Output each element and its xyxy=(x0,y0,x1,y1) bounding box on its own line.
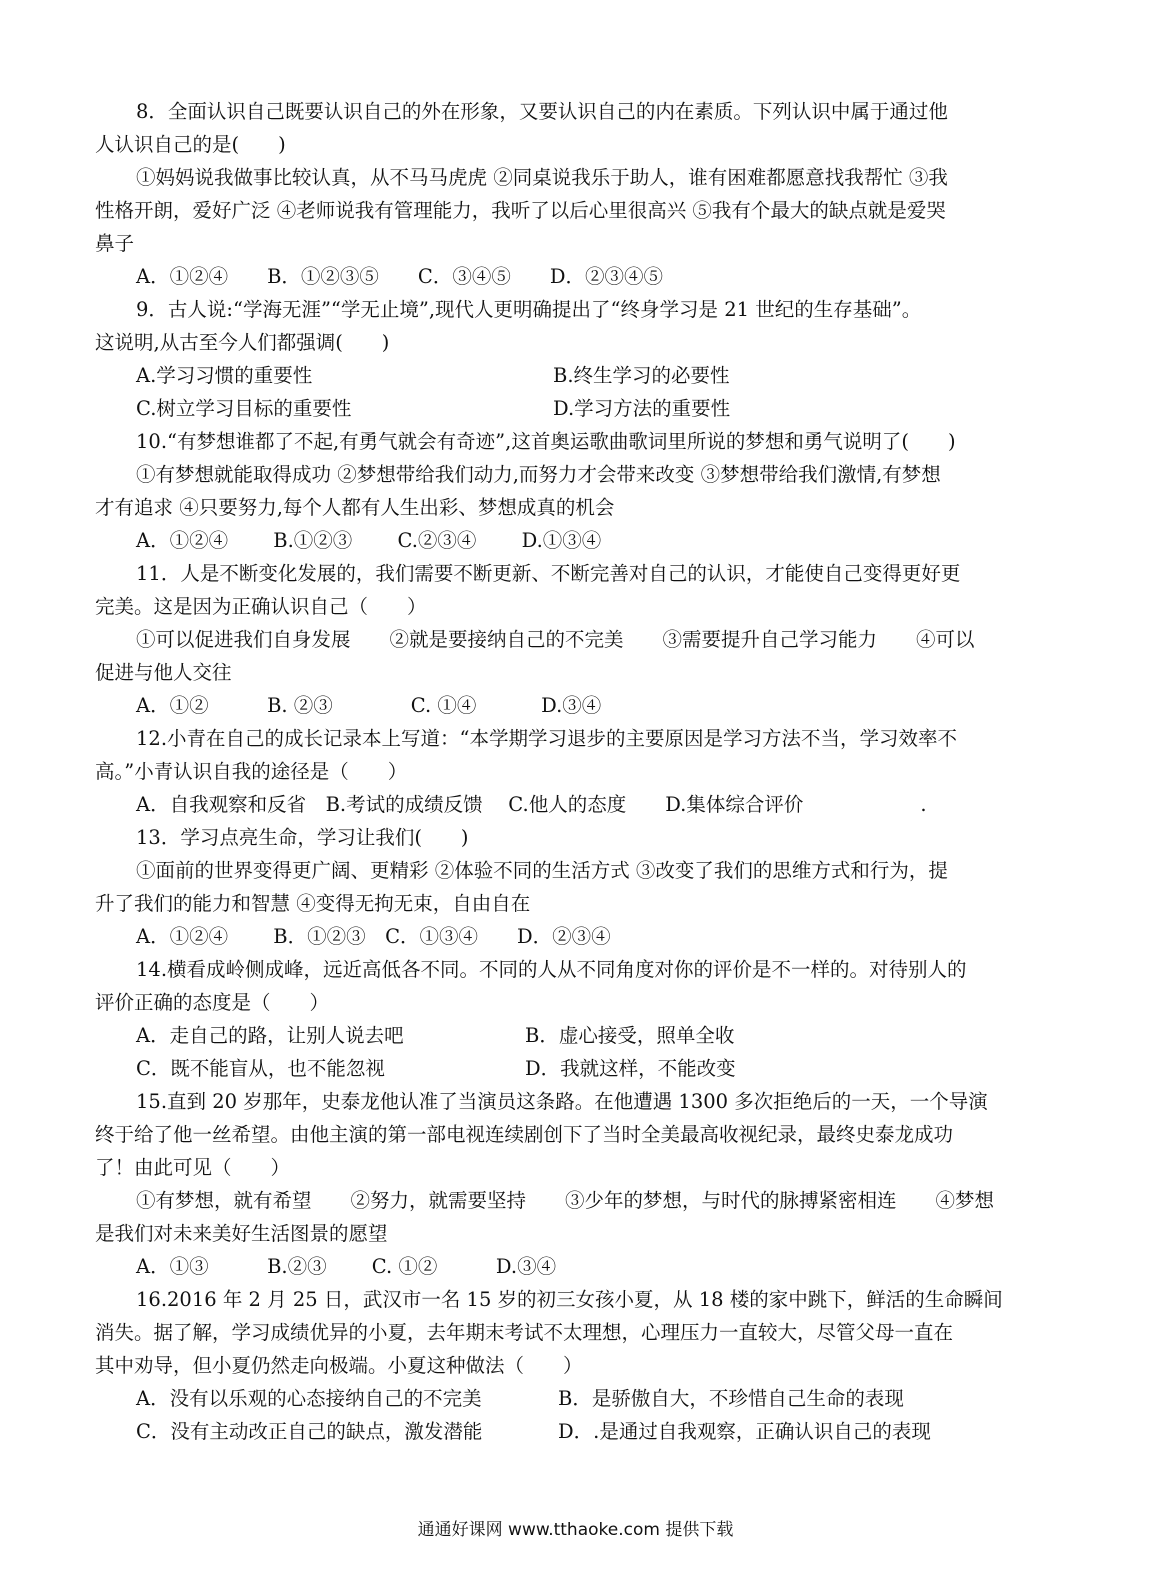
q11-stem-line1: 11．人是不断变化发展的，我们需要不断更新、不断完善对自己的认识，才能使自己变得更好更 xyxy=(136,562,961,585)
q13-items-line1: ①面前的世界变得更广阔、更精彩 ②体验不同的生活方式 ③改变了我们的思维方式和行为，提 xyxy=(136,859,948,882)
q16-option-b: B．是骄傲自大，不珍惜自己生命的表现 xyxy=(558,1387,904,1410)
q9-option-a: A.学习习惯的重要性 xyxy=(136,364,313,387)
q16-option-d: D．.是通过自我观察，正确认识自己的表现 xyxy=(558,1420,931,1443)
q8-stem-line1: 8．全面认识自己既要认识自己的外在形象，又要认识自己的内在素质。下列认识中属于通过他 xyxy=(136,100,948,123)
q15-stem-line1: 15.直到 20 岁那年，史泰龙他认准了当演员这条路。在他遭遇 1300 多次拒绝后的一天，一个导演 xyxy=(136,1090,988,1113)
q16-option-a: A．没有以乐观的心态接纳自己的不完美 xyxy=(136,1387,482,1410)
q9-stem-line1: 9．古人说:“学海无涯”“学无止境”,现代人更明确提出了“终身学习是 21 世纪的生存基础”。 xyxy=(136,298,922,321)
download-footer: 通通好课网 www.tthaoke.com 提供下载 xyxy=(417,1520,734,1540)
q14-option-a: A．走自己的路，让别人说去吧 xyxy=(136,1024,404,1047)
q14-stem-line2: 评价正确的态度是（ ） xyxy=(95,991,330,1014)
q9-option-d: D.学习方法的重要性 xyxy=(553,397,731,420)
q16-stem-line1: 16.2016 年 2 月 25 日，武汉市一名 15 岁的初三女孩小夏，从 18 楼的家中跳下，鲜活的生命瞬间 xyxy=(136,1288,1003,1311)
q16-stem-line2: 消失。据了解，学习成绩优异的小夏，去年期末考试不太理想，心理压力一直较大，尽管父母一直在 xyxy=(95,1321,954,1344)
q10-options: A．①②④ B.①②③ C.②③④ D.①③④ xyxy=(136,529,602,552)
q15-stem-line2: 终于给了他一丝希望。由他主演的第一部电视连续剧创下了当时全美最高收视纪录，最终史泰龙成功 xyxy=(95,1123,954,1146)
q11-stem-line2: 完美。这是因为正确认识自己（ ） xyxy=(95,595,427,618)
q8-items-line2: 性格开朗，爱好广泛 ④老师说我有管理能力，我听了以后心里很高兴 ⑤我有个最大的缺点就是爱哭 xyxy=(95,199,946,222)
q10-stem-line1: 10.“有梦想谁都了不起,有勇气就会有奇迹”,这首奥运歌曲歌词里所说的梦想和勇气说明了( ) xyxy=(136,430,956,453)
q12-options: A．自我观察和反省 B.考试的成绩反馈 C.他人的态度 D.集体综合评价 . xyxy=(136,793,927,816)
q8-items-line1: ①妈妈说我做事比较认真，从不马马虎虎 ②同桌说我乐于助人，谁有困难都愿意找我帮忙 ③我 xyxy=(136,166,948,189)
q9-option-b: B.终生学习的必要性 xyxy=(553,364,730,387)
q10-items-line2: 才有追求 ④只要努力,每个人都有人生出彩、梦想成真的机会 xyxy=(95,496,615,519)
q13-options: A．①②④ B．①②③ C．①③④ D．②③④ xyxy=(136,925,611,948)
q8-options: A．①②④ B．①②③⑤ C．③④⑤ D．②③④⑤ xyxy=(136,265,663,288)
q14-option-b: B．虚心接受，照单全收 xyxy=(525,1024,735,1047)
q16-stem-line3: 其中劝导，但小夏仍然走向极端。小夏这种做法（ ） xyxy=(95,1354,583,1377)
q16-option-c: C．没有主动改正自己的缺点，激发潜能 xyxy=(136,1420,483,1443)
q12-stem-line2: 高。”小青认识自我的途径是（ ） xyxy=(95,760,408,783)
q15-items-line1: ①有梦想，就有希望 ②努力，就需要坚持 ③少年的梦想，与时代的脉搏紧密相连 ④梦想 xyxy=(136,1189,995,1212)
q11-items-line1: ①可以促进我们自身发展 ②就是要接纳自己的不完美 ③需要提升自己学习能力 ④可以 xyxy=(136,628,975,651)
q11-options: A．①② B. ②③ C. ①④ D.③④ xyxy=(136,694,602,717)
q14-option-c: C．既不能盲从，也不能忽视 xyxy=(136,1057,385,1080)
q11-items-line2: 促进与他人交往 xyxy=(95,661,232,684)
q15-items-line2: 是我们对未来美好生活图景的愿望 xyxy=(95,1222,388,1245)
q12-stem-line1: 12.小青在自己的成长记录本上写道：“本学期学习退步的主要原因是学习方法不当，学习效率不 xyxy=(136,727,957,750)
q8-stem-line2: 人认识自己的是( ) xyxy=(95,133,286,156)
q15-options: A．①③ B.②③ C. ①② D.③④ xyxy=(136,1255,557,1278)
q10-items-line1: ①有梦想就能取得成功 ②梦想带给我们动力,而努力才会带来改变 ③梦想带给我们激情,有梦想 xyxy=(136,463,941,486)
q14-stem-line1: 14.横看成岭侧成峰，远近高低各不同。不同的人从不同角度对你的评价是不一样的。对待别人的 xyxy=(136,958,967,981)
q13-items-line2: 升了我们的能力和智慧 ④变得无拘无束，自由自在 xyxy=(95,892,531,915)
q8-items-line3: 鼻子 xyxy=(95,232,135,255)
q9-option-c: C.树立学习目标的重要性 xyxy=(136,397,352,420)
q9-stem-line2: 这说明,从古至今人们都强调( ) xyxy=(95,331,390,354)
q15-stem-line3: 了！由此可见（ ） xyxy=(95,1156,291,1179)
q13-stem-line1: 13．学习点亮生命，学习让我们( ) xyxy=(136,826,469,849)
q14-option-d: D．我就这样，不能改变 xyxy=(525,1057,736,1080)
